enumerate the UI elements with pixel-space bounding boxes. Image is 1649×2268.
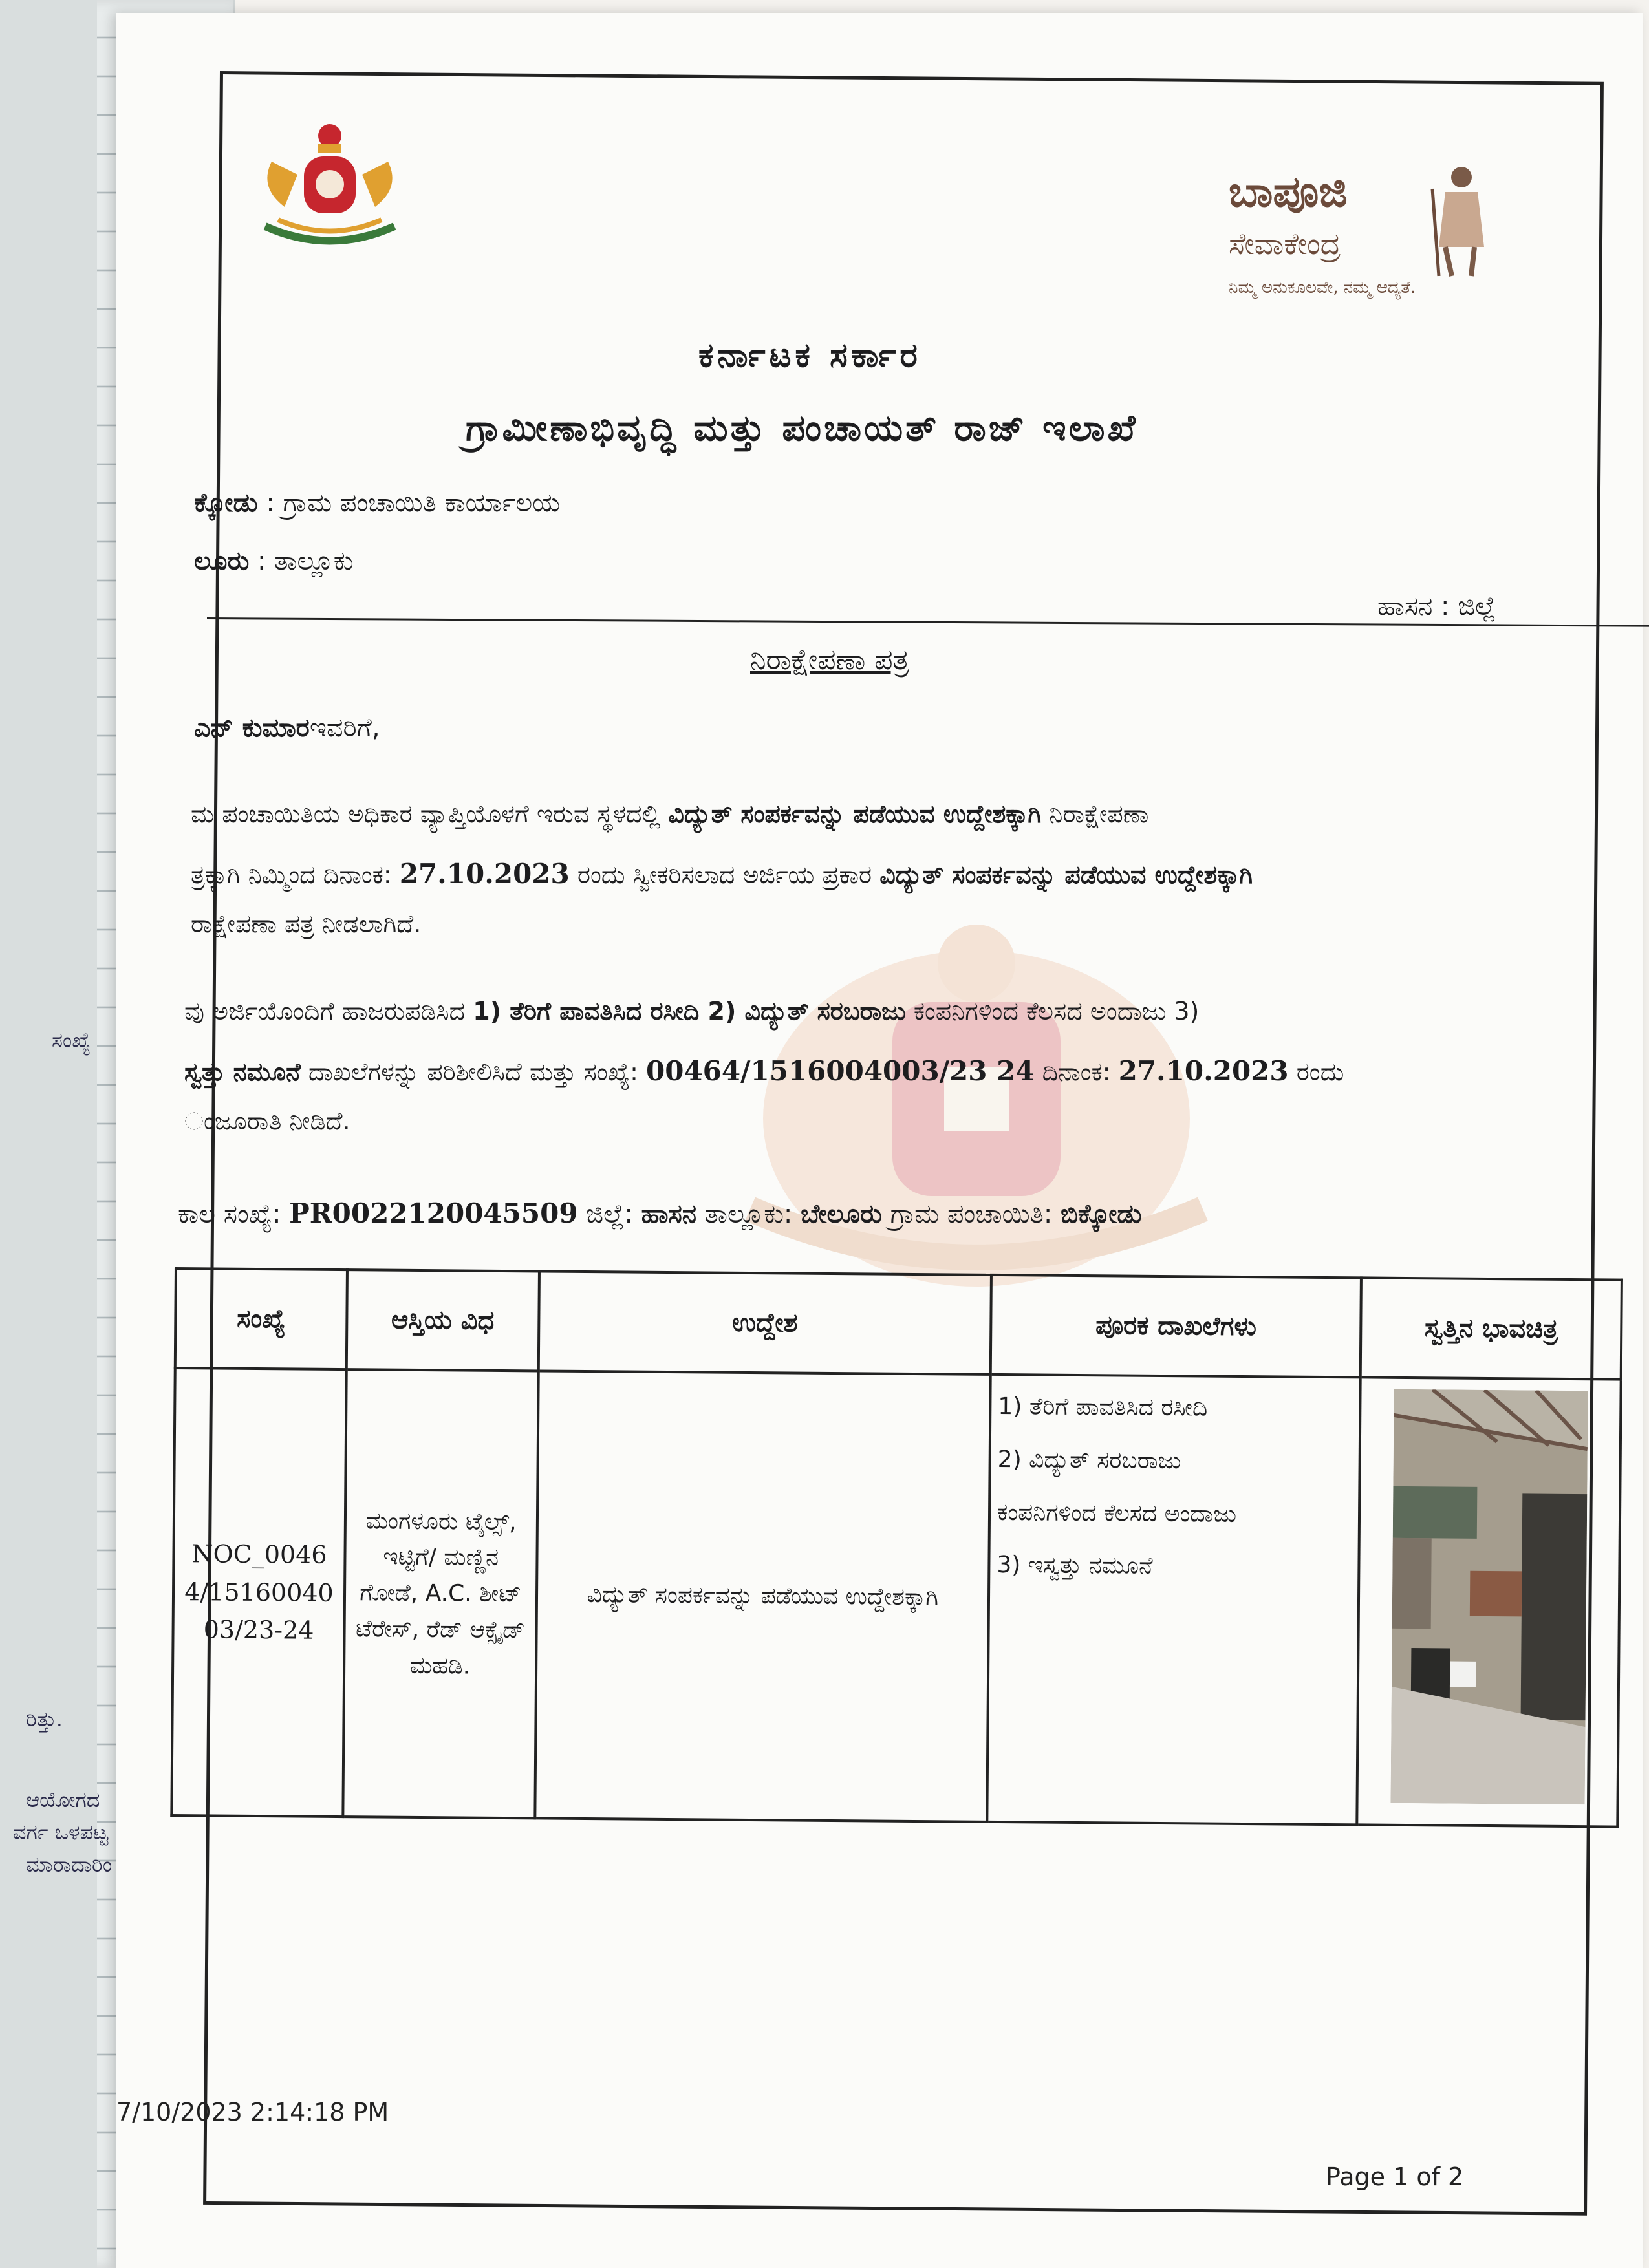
para1-text: ಮ ಪಂಚಾಯಿತಿಯ ಅಧಿಕಾರ ವ್ಯಾಪ್ತಿಯೊಳಗೆ ಇರುವ ಸ್ಥಳದಲ್ಲಿ bbox=[191, 800, 669, 828]
department-heading: ಗ್ರಾಮೀಣಾಭಿವೃದ್ಧಿ ಮತ್ತು ಪಂಚಾಯತ್ ರಾಜ್ ಇಲಾಖೆ bbox=[466, 407, 1138, 449]
para2-text: ಕಂಪನಿಗಳಿಂದ ಕೆಲಸದ ಅಂದಾಜು 3) bbox=[905, 997, 1200, 1025]
supporting-documents bbox=[987, 1375, 1361, 1824]
column-header: ಉದ್ದೇಶ bbox=[538, 1271, 991, 1374]
noc-number: NOC_00464/1516004003/23-24 bbox=[171, 1368, 346, 1817]
property-id: PR0022120045509 bbox=[289, 1197, 578, 1229]
para1-text: ತ್ರಕ್ಕಾಗಿ ನಿಮ್ಮಿಂದ ದಿನಾಂಕ: bbox=[191, 861, 400, 889]
table-row bbox=[171, 1368, 1621, 1827]
sanction-date: 27.10.2023 bbox=[1118, 1055, 1289, 1087]
brand-title: ಬಾಪೂಜಿ bbox=[1229, 167, 1348, 217]
property-photo bbox=[1390, 1389, 1588, 1804]
property-label: ಗ್ರಾಮ ಪಂಚಾಯಿತಿ: bbox=[881, 1199, 1061, 1229]
purpose-cell: ವಿದ್ಯುತ್ ಸಂಪರ್ಕವನ್ನು ಪಡೆಯುವ ಉದ್ದೇಶಕ್ಕಾಗಿ bbox=[535, 1371, 991, 1821]
para1-text: ನಿರಾಕ್ಷೇಪಣಾ bbox=[1041, 800, 1149, 828]
column-header: ಆಸ್ತಿಯ ವಿಧ bbox=[347, 1270, 539, 1371]
property-type: ಮಂಗಳೂರು ಟೈಲ್ಸ್, ಇಟ್ಟಿಗೆ/ ಮಣ್ಣಿನ ಗೋಡೆ, A.C. ಶೀಟ್ ಟೆರೇಸ್, ರೆಡ್ ಆಕ್ಸೈಡ್ ಮಹಡಿ. bbox=[343, 1369, 538, 1818]
application-date: 27.10.2023 bbox=[399, 858, 570, 890]
property-district: ಹಾಸನ bbox=[641, 1199, 696, 1229]
table-header-row bbox=[175, 1268, 1622, 1380]
document-item: ಕಂಪನಿಗಳಿಂದ ಕೆಲಸದ ಅಂದಾಜು bbox=[997, 1499, 1237, 1528]
print-timestamp: 7/10/2023 2:14:18 PM bbox=[116, 2098, 389, 2126]
column-header: ಸ್ವತ್ತಿನ ಭಾವಚಿತ್ರ bbox=[1361, 1278, 1622, 1379]
taluk-line bbox=[194, 546, 353, 576]
page-number: Page 1 of 2 bbox=[1326, 2163, 1464, 2191]
addressee-line bbox=[194, 711, 380, 745]
para1-purpose: ವಿದ್ಯುತ್ ಸಂಪರ್ಕವನ್ನು ಪಡೆಯುವ ಉದ್ದೇಶಕ್ಕಾಗಿ bbox=[668, 800, 1042, 828]
property-label: ಕಾಲ ಸಂಖ್ಯೆ: bbox=[178, 1199, 290, 1229]
para1-line1 bbox=[191, 798, 1148, 830]
para1-text: ರಂದು ಸ್ವೀಕರಿಸಲಾದ ಅರ್ಜಿಯ ಪ್ರಕಾರ bbox=[569, 861, 880, 889]
village-name: ಕ್ಕೋಡು bbox=[194, 488, 258, 518]
property-table bbox=[170, 1267, 1623, 1828]
para1-purpose: ವಿದ್ಯುತ್ ಸಂಪರ್ಕವನ್ನು ಪಡೆಯುವ ಉದ್ದೇಶಕ್ಕಾಗಿ bbox=[879, 861, 1253, 889]
para2-text: ದಿನಾಂಕ: bbox=[1034, 1058, 1119, 1086]
addressee-name: ಎನ್ ಕುಮಾರ bbox=[194, 713, 310, 743]
brand-tagline: ನಿಮ್ಮ ಅನುಕೂಲವೇ, ನಮ್ಮ ಆದ್ಯತೆ. bbox=[1229, 278, 1416, 297]
property-taluk: ಬೇಲೂರು bbox=[801, 1199, 882, 1229]
district-line: ಹಾಸನ : ಜಿಲ್ಲೆ bbox=[1377, 592, 1496, 621]
property-id-line bbox=[178, 1196, 1142, 1232]
column-header: ಸಂಖ್ಯೆ bbox=[175, 1268, 347, 1369]
underlying-text-fragment: ವರ್ಗ ಒಳಪಟ್ಟ bbox=[13, 1820, 109, 1845]
para1-line3: ರಾಕ್ಷೇಪಣಾ ಪತ್ರ ನೀಡಲಾಗಿದೆ. bbox=[191, 910, 422, 938]
village-office-label: : ಗ್ರಾಮ ಪಂಚಾಯಿತಿ ಕಾರ್ಯಾಲಯ bbox=[257, 488, 561, 518]
para2-line1 bbox=[184, 996, 1199, 1027]
certificate-title: ನಿರಾಕ್ಷೇಪಣಾ ಪತ್ರ bbox=[750, 643, 909, 676]
village-office-line bbox=[194, 488, 560, 518]
document-page bbox=[116, 13, 1643, 2268]
bapuji-sevakendra-logo bbox=[1229, 155, 1533, 310]
para2-text: ದಾಖಲೆಗಳನ್ನು ಪರಿಶೀಲಿಸಿದೆ ಮತ್ತು ಸಂಖ್ಯೆ: bbox=[300, 1058, 647, 1086]
document-item: 3) ಇಸ್ವತ್ತು ನಮೂನೆ bbox=[997, 1552, 1153, 1580]
property-label: ತಾಲ್ಲೂಕು: bbox=[696, 1199, 801, 1229]
emblem-watermark-icon bbox=[621, 886, 1332, 1338]
para2-documents: ಸ್ವತ್ತು ನಮೂನೆ bbox=[184, 1058, 301, 1086]
sanction-number: 00464/1516004003/23 24 bbox=[646, 1055, 1035, 1087]
underlying-text-fragment: ಆಯೋಗದ bbox=[26, 1788, 100, 1812]
underlying-text-fragment: ಮಾರಾದಾರಿಂ bbox=[26, 1852, 112, 1877]
para1-line2 bbox=[191, 857, 1253, 892]
underlying-text-fragment: ಸಂಖ್ಯೆ bbox=[52, 1028, 91, 1053]
brand-subtitle: ಸೇವಾಕೇಂದ್ರ bbox=[1229, 226, 1341, 261]
property-label: ಜಿಲ್ಲೆ: bbox=[577, 1199, 641, 1229]
para2-text: ವು ಅರ್ಜಿಯೊಂದಿಗೆ ಹಾಜರುಪಡಿಸಿದ bbox=[184, 997, 473, 1025]
addressee-suffix: ಇವರಿಗೆ, bbox=[309, 713, 380, 743]
column-header: ಪೂರಕ ದಾಖಲೆಗಳು bbox=[991, 1275, 1361, 1377]
underlying-text-fragment: ರಿತ್ತು. bbox=[26, 1707, 63, 1731]
taluk-label: : ತಾಲ್ಲೂಕು bbox=[249, 546, 354, 576]
taluk-name: ಲೂರು bbox=[194, 546, 250, 576]
government-heading: ಕರ್ನಾಟಕ ಸರ್ಕಾರ bbox=[698, 336, 921, 375]
property-photo-cell bbox=[1357, 1377, 1621, 1826]
para2-documents: 1) ತೆರಿಗೆ ಪಾವತಿಸಿದ ರಸೀದಿ 2) ವಿದ್ಯುತ್ ಸರಬರಾಜು bbox=[473, 997, 906, 1025]
para2-text: ರಂದು bbox=[1288, 1058, 1344, 1086]
underlying-page-edge bbox=[0, 0, 97, 2268]
karnataka-emblem-icon bbox=[246, 116, 414, 259]
gandhi-figure-icon bbox=[1426, 163, 1497, 279]
para2-line3: ಂಜೂರಾತಿ ನೀಡಿದೆ. bbox=[184, 1107, 350, 1135]
document-item: 2) ವಿದ್ಯುತ್ ಸರಬರಾಜು bbox=[997, 1446, 1181, 1475]
property-panchayat: ಬಿಕ್ಕೋಡು bbox=[1061, 1199, 1142, 1229]
para2-line2 bbox=[184, 1054, 1344, 1089]
document-item: 1) ತೆರಿಗೆ ಪಾವತಿಸಿದ ರಸೀದಿ bbox=[998, 1393, 1208, 1422]
